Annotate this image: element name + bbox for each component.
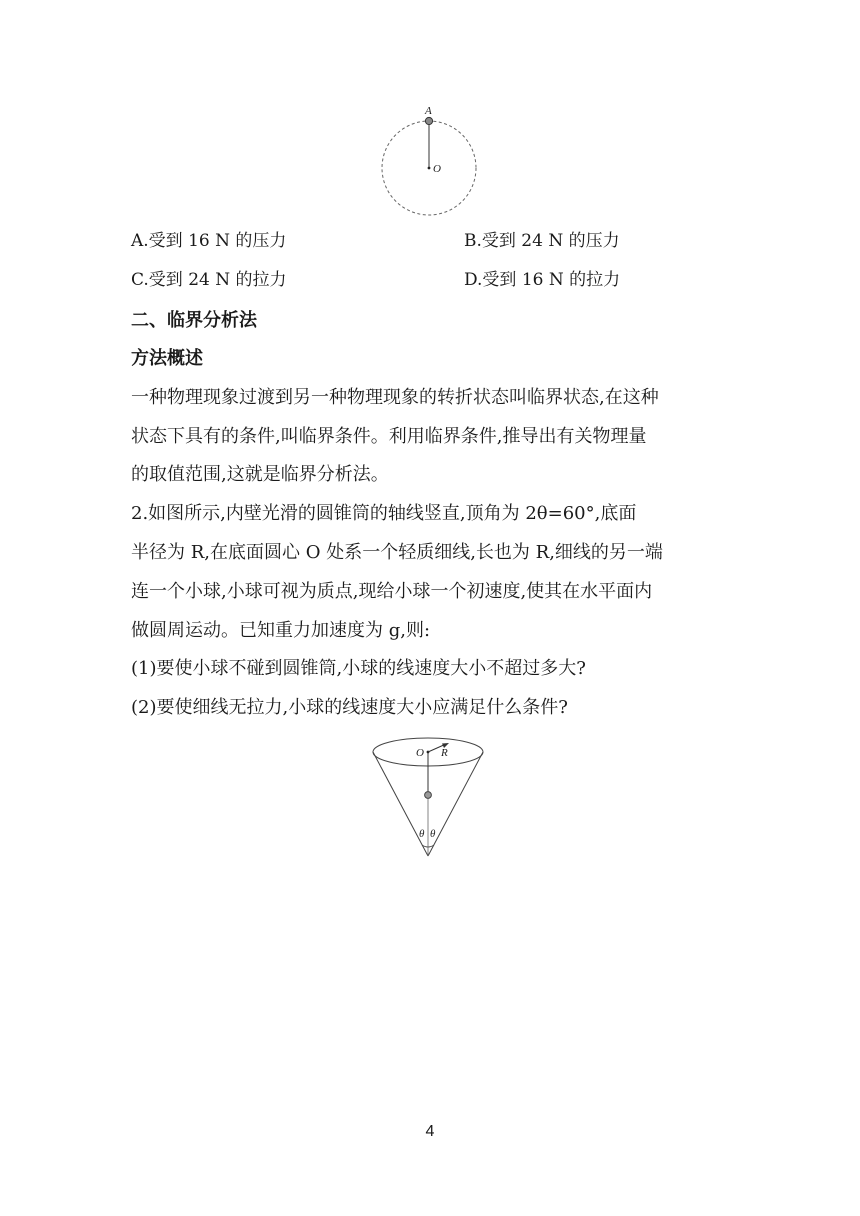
section-subtitle: 方法概述 — [131, 348, 203, 369]
problem-line: 半径为 R,在底面圆心 O 处系一个轻质细线,长也为 R,细线的另一端 — [131, 542, 663, 563]
problem-line: 连一个小球,小球可视为质点,现给小球一个初速度,使其在水平面内 — [131, 581, 653, 602]
overview-line: 一种物理现象过渡到另一种物理现象的转折状态叫临界状态,在这种 — [131, 387, 659, 408]
section-title: 二、临界分析法 — [131, 310, 257, 331]
label-theta-right: θ — [430, 828, 436, 840]
label-a: A — [425, 105, 432, 117]
cone-right-side — [428, 752, 483, 856]
label-r: R — [441, 747, 448, 759]
figure-cone — [366, 734, 490, 862]
overview-line: 状态下具有的条件,叫临界条件。利用临界条件,推导出有关物理量 — [131, 426, 647, 447]
overview-line: 的取值范围,这就是临界分析法。 — [131, 464, 389, 485]
label-theta-left: θ — [419, 828, 425, 840]
option-b: B.受到 24 N 的压力 — [464, 231, 620, 251]
ball — [425, 792, 432, 799]
option-a: A.受到 16 N 的压力 — [131, 231, 287, 251]
page-number: 4 — [425, 1123, 435, 1140]
ball-a — [425, 117, 432, 124]
figure-vertical-circle — [370, 98, 490, 220]
problem-line: 做圆周运动。已知重力加速度为 g,则: — [131, 620, 431, 641]
problem-line: 2.如图所示,内壁光滑的圆锥筒的轴线竖直,顶角为 2θ=60°,底面 — [131, 503, 637, 524]
label-o: O — [433, 163, 441, 175]
option-c: C.受到 24 N 的拉力 — [131, 270, 287, 290]
cone-left-side — [373, 752, 428, 856]
center-point — [428, 167, 431, 170]
option-d: D.受到 16 N 的拉力 — [464, 270, 621, 290]
question-1: (1)要使小球不碰到圆锥筒,小球的线速度大小不超过多大? — [131, 658, 586, 679]
label-o: O — [416, 747, 424, 759]
question-2: (2)要使细线无拉力,小球的线速度大小应满足什么条件? — [131, 697, 568, 718]
